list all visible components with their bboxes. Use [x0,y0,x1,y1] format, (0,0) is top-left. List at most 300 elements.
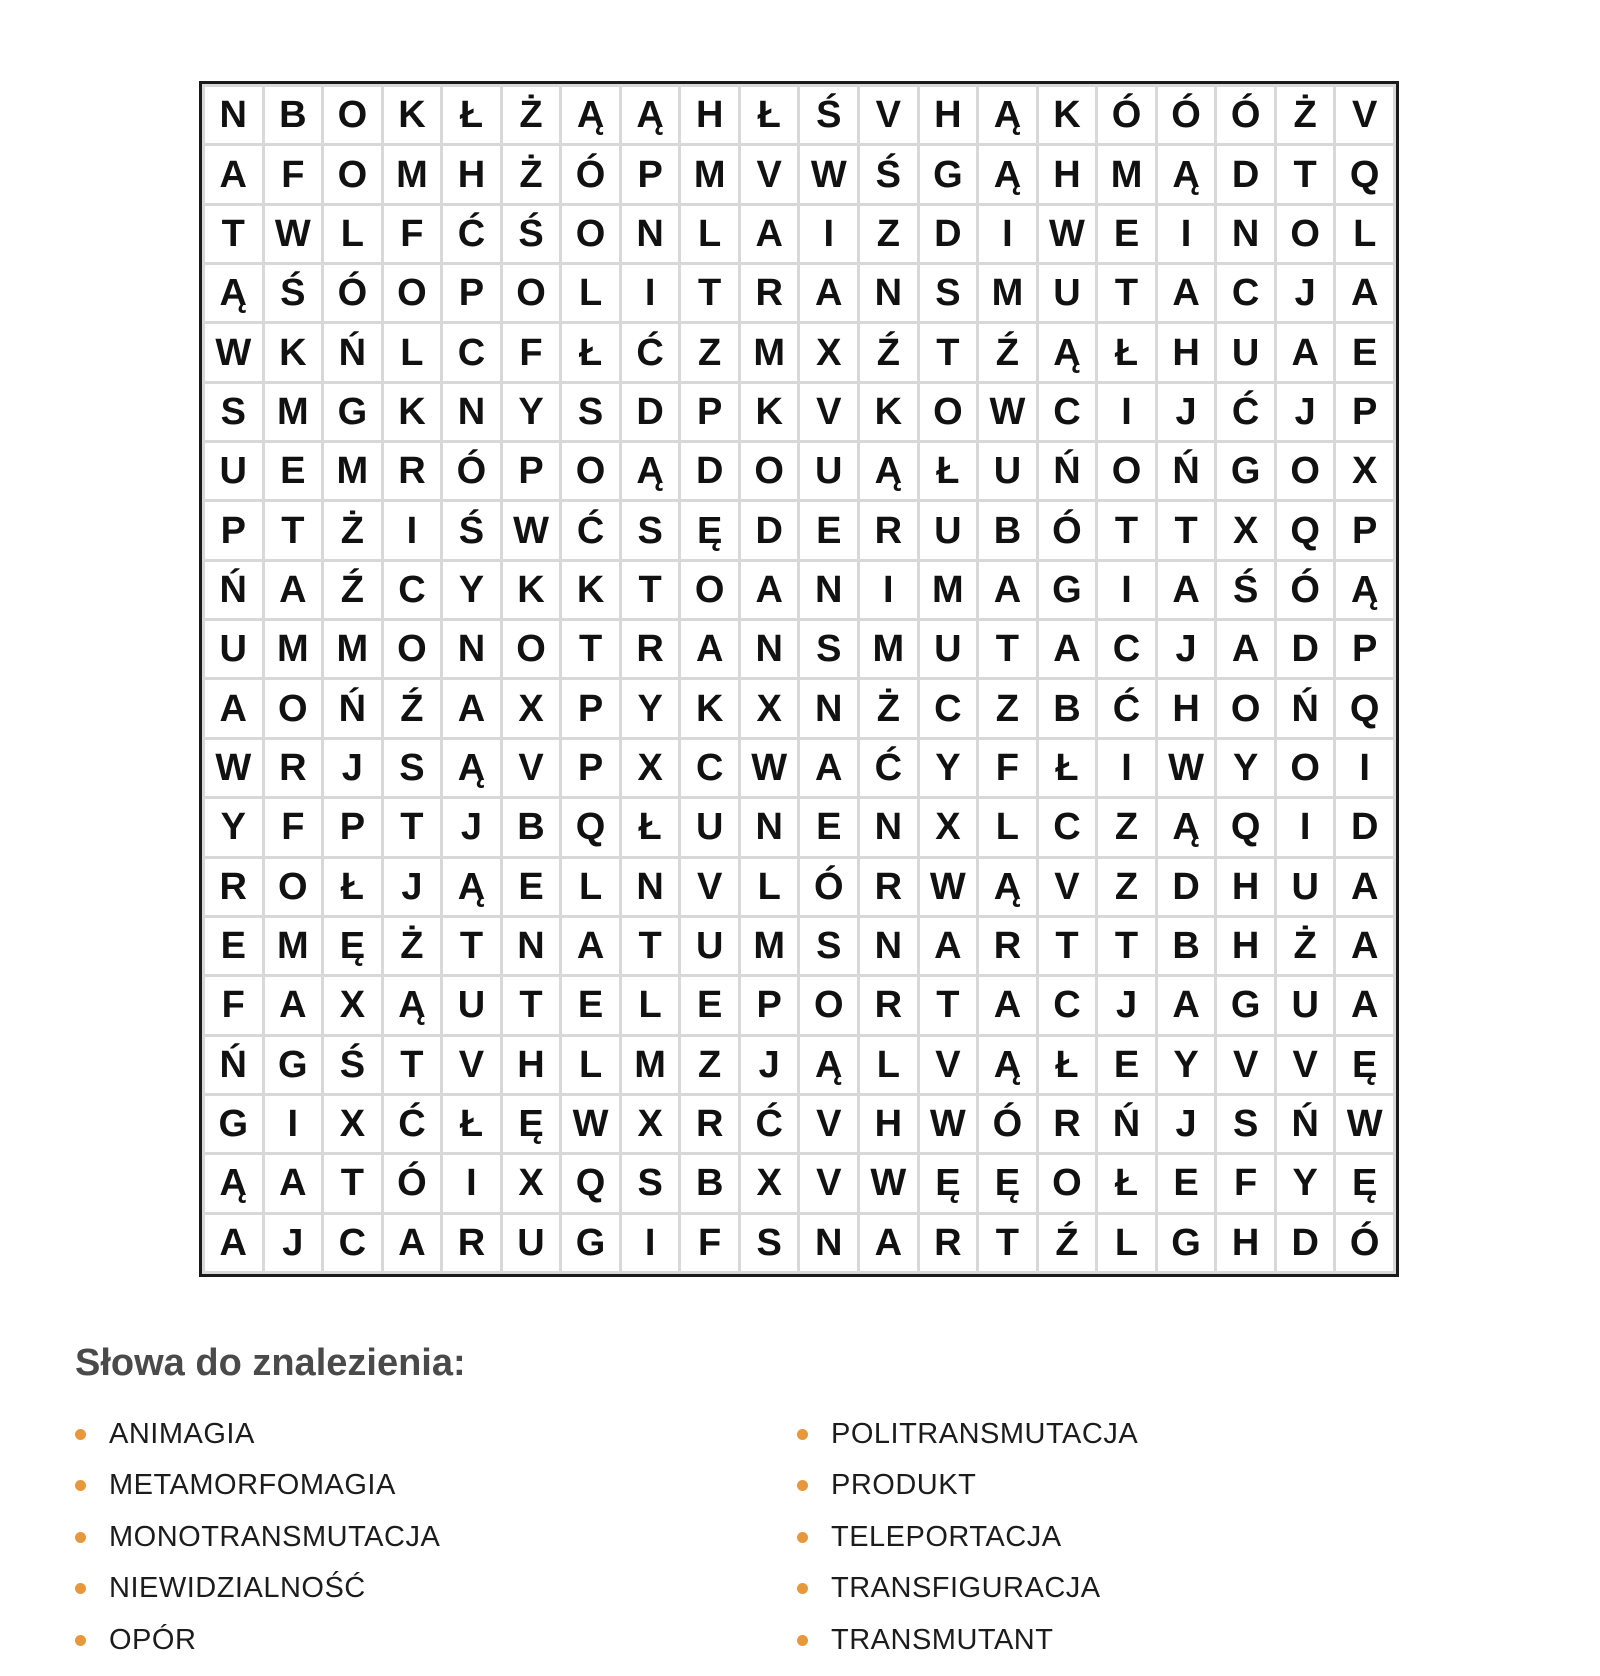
grid-cell[interactable]: F [503,324,560,380]
grid-cell[interactable]: W [920,859,977,915]
grid-cell[interactable]: J [1098,977,1155,1033]
grid-cell[interactable]: N [622,859,679,915]
grid-cell[interactable]: U [979,443,1036,499]
grid-cell[interactable]: Y [443,562,500,618]
grid-cell[interactable]: J [1158,384,1215,440]
grid-cell[interactable]: M [265,918,322,974]
grid-cell[interactable]: Ł [1039,740,1096,796]
grid-cell[interactable]: A [1336,918,1393,974]
grid-cell[interactable]: G [562,1215,619,1271]
grid-cell[interactable]: S [622,1155,679,1211]
grid-cell[interactable]: J [1277,384,1334,440]
grid-cell[interactable]: Ń [1158,443,1215,499]
grid-cell[interactable]: Ą [1158,799,1215,855]
grid-cell[interactable]: Y [503,384,560,440]
grid-cell[interactable]: B [681,1155,738,1211]
grid-cell[interactable]: Ą [384,977,441,1033]
grid-cell[interactable]: F [979,740,1036,796]
grid-cell[interactable]: L [324,206,381,262]
grid-cell[interactable]: E [265,443,322,499]
grid-cell[interactable]: J [1158,621,1215,677]
grid-cell[interactable]: H [1217,859,1274,915]
grid-cell[interactable]: V [920,1037,977,1093]
grid-cell[interactable]: R [860,502,917,558]
grid-cell[interactable]: Ź [384,680,441,736]
grid-cell[interactable]: I [265,1096,322,1152]
grid-cell[interactable]: Ą [205,265,262,321]
grid-cell[interactable]: T [979,1215,1036,1271]
grid-cell[interactable]: U [205,443,262,499]
grid-cell[interactable]: T [1039,918,1096,974]
grid-cell[interactable]: I [860,562,917,618]
grid-cell[interactable]: K [562,562,619,618]
grid-cell[interactable]: G [1217,443,1274,499]
grid-cell[interactable]: V [1217,1037,1274,1093]
grid-cell[interactable]: C [1098,621,1155,677]
grid-cell[interactable]: Ę [979,1155,1036,1211]
grid-cell[interactable]: K [503,562,560,618]
grid-cell[interactable]: D [622,384,679,440]
grid-cell[interactable]: V [800,1096,857,1152]
grid-cell[interactable]: Ń [1277,1096,1334,1152]
grid-cell[interactable]: U [1039,265,1096,321]
grid-cell[interactable]: G [265,1037,322,1093]
grid-cell[interactable]: O [503,621,560,677]
grid-cell[interactable]: M [622,1037,679,1093]
grid-cell[interactable]: I [443,1155,500,1211]
grid-cell[interactable]: O [562,443,619,499]
grid-cell[interactable]: N [1217,206,1274,262]
grid-cell[interactable]: Ś [800,87,857,143]
grid-cell[interactable]: Ś [324,1037,381,1093]
grid-cell[interactable]: F [265,799,322,855]
grid-cell[interactable]: Ż [324,502,381,558]
grid-cell[interactable]: F [205,977,262,1033]
grid-cell[interactable]: Ć [741,1096,798,1152]
grid-cell[interactable]: A [1336,265,1393,321]
grid-cell[interactable]: G [1158,1215,1215,1271]
grid-cell[interactable]: Ó [1039,502,1096,558]
grid-cell[interactable]: Ć [443,206,500,262]
grid-cell[interactable]: I [1098,384,1155,440]
grid-cell[interactable]: Ó [1336,1215,1393,1271]
grid-cell[interactable]: N [443,384,500,440]
grid-cell[interactable]: K [860,384,917,440]
grid-cell[interactable]: O [503,265,560,321]
grid-cell[interactable]: Ą [205,1155,262,1211]
grid-cell[interactable]: Ń [1039,443,1096,499]
grid-cell[interactable]: H [1039,146,1096,202]
grid-cell[interactable]: A [1158,977,1215,1033]
grid-cell[interactable]: A [920,918,977,974]
grid-cell[interactable]: Ą [979,87,1036,143]
grid-cell[interactable]: U [920,621,977,677]
grid-cell[interactable]: Ó [979,1096,1036,1152]
grid-cell[interactable]: V [1277,1037,1334,1093]
grid-cell[interactable]: C [1039,977,1096,1033]
grid-cell[interactable]: X [503,1155,560,1211]
grid-cell[interactable]: Ą [979,146,1036,202]
grid-cell[interactable]: K [384,87,441,143]
grid-cell[interactable]: Ł [741,87,798,143]
grid-cell[interactable]: I [1336,740,1393,796]
grid-cell[interactable]: T [384,799,441,855]
grid-cell[interactable]: K [384,384,441,440]
grid-cell[interactable]: O [1098,443,1155,499]
grid-cell[interactable]: Ś [860,146,917,202]
grid-cell[interactable]: J [324,740,381,796]
grid-cell[interactable]: Z [681,324,738,380]
grid-cell[interactable]: Ę [503,1096,560,1152]
grid-cell[interactable]: R [622,621,679,677]
grid-cell[interactable]: X [324,1096,381,1152]
grid-cell[interactable]: Ł [443,1096,500,1152]
grid-cell[interactable]: U [681,918,738,974]
grid-cell[interactable]: X [622,740,679,796]
grid-cell[interactable]: L [562,859,619,915]
grid-cell[interactable]: W [1336,1096,1393,1152]
grid-cell[interactable]: P [1336,502,1393,558]
grid-cell[interactable]: S [1217,1096,1274,1152]
grid-cell[interactable]: T [562,621,619,677]
grid-cell[interactable]: A [205,680,262,736]
grid-cell[interactable]: Ó [384,1155,441,1211]
grid-cell[interactable]: O [920,384,977,440]
grid-cell[interactable]: W [205,740,262,796]
grid-cell[interactable]: N [860,918,917,974]
grid-cell[interactable]: O [1277,443,1334,499]
grid-cell[interactable]: V [681,859,738,915]
grid-cell[interactable]: A [741,206,798,262]
grid-cell[interactable]: Ź [979,324,1036,380]
grid-cell[interactable]: L [1098,1215,1155,1271]
grid-cell[interactable]: Ż [384,918,441,974]
grid-cell[interactable]: O [324,87,381,143]
grid-cell[interactable]: U [1277,977,1334,1033]
grid-cell[interactable]: D [681,443,738,499]
grid-cell[interactable]: B [265,87,322,143]
grid-cell[interactable]: S [800,621,857,677]
grid-cell[interactable]: E [562,977,619,1033]
grid-cell[interactable]: Ć [562,502,619,558]
grid-cell[interactable]: Ę [1336,1037,1393,1093]
grid-cell[interactable]: S [741,1215,798,1271]
grid-cell[interactable]: A [800,740,857,796]
grid-cell[interactable]: L [562,1037,619,1093]
grid-cell[interactable]: A [1158,265,1215,321]
grid-cell[interactable]: M [860,621,917,677]
grid-cell[interactable]: Ł [562,324,619,380]
grid-cell[interactable]: Ż [1277,87,1334,143]
grid-cell[interactable]: W [1158,740,1215,796]
grid-cell[interactable]: Ł [443,87,500,143]
grid-cell[interactable]: Ń [324,324,381,380]
grid-cell[interactable]: H [1158,324,1215,380]
grid-cell[interactable]: G [1217,977,1274,1033]
grid-cell[interactable]: H [920,87,977,143]
grid-cell[interactable]: R [920,1215,977,1271]
grid-cell[interactable]: O [1277,740,1334,796]
grid-cell[interactable]: A [1158,562,1215,618]
grid-cell[interactable]: Ó [562,146,619,202]
grid-cell[interactable]: Z [860,206,917,262]
grid-cell[interactable]: Ż [503,146,560,202]
grid-cell[interactable]: P [562,740,619,796]
grid-cell[interactable]: N [800,680,857,736]
grid-cell[interactable]: W [1039,206,1096,262]
grid-cell[interactable]: A [860,1215,917,1271]
grid-cell[interactable]: C [324,1215,381,1271]
grid-cell[interactable]: S [920,265,977,321]
grid-cell[interactable]: P [205,502,262,558]
grid-cell[interactable]: D [1217,146,1274,202]
grid-cell[interactable]: Ó [1277,562,1334,618]
grid-cell[interactable]: B [503,799,560,855]
grid-cell[interactable]: U [1217,324,1274,380]
grid-cell[interactable]: S [205,384,262,440]
grid-cell[interactable]: Ą [1158,146,1215,202]
grid-cell[interactable]: Ń [205,562,262,618]
grid-cell[interactable]: Ą [443,859,500,915]
grid-cell[interactable]: Q [1336,680,1393,736]
grid-cell[interactable]: F [384,206,441,262]
grid-cell[interactable]: R [443,1215,500,1271]
grid-cell[interactable]: Ó [1158,87,1215,143]
grid-cell[interactable]: L [622,977,679,1033]
grid-cell[interactable]: J [1277,265,1334,321]
grid-cell[interactable]: Ł [1098,324,1155,380]
grid-cell[interactable]: O [384,265,441,321]
grid-cell[interactable]: Ą [1039,324,1096,380]
grid-cell[interactable]: U [503,1215,560,1271]
grid-cell[interactable]: N [443,621,500,677]
grid-cell[interactable]: G [205,1096,262,1152]
grid-cell[interactable]: R [681,1096,738,1152]
grid-cell[interactable]: T [324,1155,381,1211]
grid-cell[interactable]: G [1039,562,1096,618]
grid-cell[interactable]: Q [562,799,619,855]
grid-cell[interactable]: X [1336,443,1393,499]
grid-cell[interactable]: N [800,562,857,618]
grid-cell[interactable]: Ó [1098,87,1155,143]
grid-cell[interactable]: Ś [1217,562,1274,618]
grid-cell[interactable]: U [1277,859,1334,915]
grid-cell[interactable]: Y [1277,1155,1334,1211]
grid-cell[interactable]: W [860,1155,917,1211]
grid-cell[interactable]: H [443,146,500,202]
grid-cell[interactable]: W [800,146,857,202]
grid-cell[interactable]: P [741,977,798,1033]
grid-cell[interactable]: Ę [681,502,738,558]
grid-cell[interactable]: C [920,680,977,736]
grid-cell[interactable]: Ś [503,206,560,262]
grid-cell[interactable]: H [860,1096,917,1152]
grid-cell[interactable]: Ą [800,1037,857,1093]
grid-cell[interactable]: O [384,621,441,677]
grid-cell[interactable]: O [265,680,322,736]
grid-cell[interactable]: Z [681,1037,738,1093]
grid-cell[interactable]: C [443,324,500,380]
grid-cell[interactable]: O [741,443,798,499]
grid-cell[interactable]: A [1039,621,1096,677]
grid-cell[interactable]: P [681,384,738,440]
grid-cell[interactable]: T [979,621,1036,677]
grid-cell[interactable]: N [741,799,798,855]
grid-cell[interactable]: I [384,502,441,558]
grid-cell[interactable]: P [503,443,560,499]
grid-cell[interactable]: L [860,1037,917,1093]
grid-cell[interactable]: F [265,146,322,202]
grid-cell[interactable]: Ć [622,324,679,380]
grid-cell[interactable]: T [1158,502,1215,558]
grid-cell[interactable]: T [443,918,500,974]
grid-cell[interactable]: O [324,146,381,202]
grid-cell[interactable]: D [920,206,977,262]
grid-cell[interactable]: C [1039,799,1096,855]
grid-cell[interactable]: Ż [860,680,917,736]
grid-cell[interactable]: Ą [979,859,1036,915]
grid-cell[interactable]: H [1158,680,1215,736]
grid-cell[interactable]: Ó [443,443,500,499]
grid-cell[interactable]: V [800,384,857,440]
grid-cell[interactable]: M [741,918,798,974]
grid-cell[interactable]: Ą [1336,562,1393,618]
grid-cell[interactable]: A [384,1215,441,1271]
grid-cell[interactable]: C [384,562,441,618]
grid-cell[interactable]: Ć [384,1096,441,1152]
grid-cell[interactable]: K [265,324,322,380]
grid-cell[interactable]: D [1277,1215,1334,1271]
grid-cell[interactable]: R [384,443,441,499]
grid-cell[interactable]: L [979,799,1036,855]
grid-cell[interactable]: Y [622,680,679,736]
grid-cell[interactable]: Ź [860,324,917,380]
grid-cell[interactable]: N [205,87,262,143]
grid-cell[interactable]: N [741,621,798,677]
grid-cell[interactable]: A [205,146,262,202]
grid-cell[interactable]: J [1158,1096,1215,1152]
grid-cell[interactable]: Ń [1098,1096,1155,1152]
grid-cell[interactable]: M [741,324,798,380]
grid-cell[interactable]: E [205,918,262,974]
grid-cell[interactable]: Ł [920,443,977,499]
grid-cell[interactable]: I [622,1215,679,1271]
grid-cell[interactable]: A [979,562,1036,618]
grid-cell[interactable]: Ż [1277,918,1334,974]
grid-cell[interactable]: E [1098,1037,1155,1093]
grid-cell[interactable]: X [920,799,977,855]
grid-cell[interactable]: Ó [324,265,381,321]
grid-cell[interactable]: Q [1217,799,1274,855]
grid-cell[interactable]: P [622,146,679,202]
grid-cell[interactable]: Ć [1217,384,1274,440]
grid-cell[interactable]: R [1039,1096,1096,1152]
grid-cell[interactable]: H [503,1037,560,1093]
grid-cell[interactable]: S [384,740,441,796]
grid-cell[interactable]: O [1039,1155,1096,1211]
grid-cell[interactable]: R [860,977,917,1033]
grid-cell[interactable]: V [800,1155,857,1211]
grid-cell[interactable]: X [741,1155,798,1211]
grid-cell[interactable]: E [1098,206,1155,262]
grid-cell[interactable]: T [920,324,977,380]
grid-cell[interactable]: A [681,621,738,677]
grid-cell[interactable]: P [562,680,619,736]
grid-cell[interactable]: N [503,918,560,974]
grid-cell[interactable]: Ą [562,87,619,143]
grid-cell[interactable]: L [384,324,441,380]
grid-cell[interactable]: Ę [1336,1155,1393,1211]
grid-cell[interactable]: A [1217,621,1274,677]
grid-cell[interactable]: I [622,265,679,321]
grid-cell[interactable]: Q [562,1155,619,1211]
grid-cell[interactable]: G [324,384,381,440]
grid-cell[interactable]: O [265,859,322,915]
grid-cell[interactable]: I [1277,799,1334,855]
grid-cell[interactable]: Ń [205,1037,262,1093]
grid-cell[interactable]: E [1336,324,1393,380]
grid-cell[interactable]: Ć [1098,680,1155,736]
grid-cell[interactable]: A [979,977,1036,1033]
grid-cell[interactable]: T [622,918,679,974]
grid-cell[interactable]: Ł [622,799,679,855]
grid-cell[interactable]: T [920,977,977,1033]
grid-cell[interactable]: I [800,206,857,262]
grid-cell[interactable]: A [205,1215,262,1271]
grid-cell[interactable]: V [443,1037,500,1093]
grid-cell[interactable]: R [741,265,798,321]
grid-cell[interactable]: M [979,265,1036,321]
grid-cell[interactable]: P [443,265,500,321]
grid-cell[interactable]: Z [1098,859,1155,915]
grid-cell[interactable]: Ą [622,443,679,499]
grid-cell[interactable]: P [324,799,381,855]
grid-cell[interactable]: Q [1336,146,1393,202]
grid-cell[interactable]: U [800,443,857,499]
grid-cell[interactable]: Ć [860,740,917,796]
grid-cell[interactable]: X [741,680,798,736]
grid-cell[interactable]: V [1336,87,1393,143]
grid-cell[interactable]: N [622,206,679,262]
grid-cell[interactable]: T [384,1037,441,1093]
grid-cell[interactable]: Y [920,740,977,796]
grid-cell[interactable]: V [860,87,917,143]
grid-cell[interactable]: U [443,977,500,1033]
grid-cell[interactable]: Ł [1098,1155,1155,1211]
grid-cell[interactable]: V [1039,859,1096,915]
grid-cell[interactable]: Ś [265,265,322,321]
grid-cell[interactable]: L [562,265,619,321]
grid-cell[interactable]: J [443,799,500,855]
grid-cell[interactable]: A [562,918,619,974]
grid-cell[interactable]: Ż [503,87,560,143]
grid-cell[interactable]: A [265,1155,322,1211]
grid-cell[interactable]: T [265,502,322,558]
grid-cell[interactable]: M [324,443,381,499]
grid-cell[interactable]: Ń [324,680,381,736]
grid-cell[interactable]: T [1098,502,1155,558]
grid-cell[interactable]: A [265,562,322,618]
grid-cell[interactable]: R [860,859,917,915]
grid-cell[interactable]: W [979,384,1036,440]
grid-cell[interactable]: U [205,621,262,677]
grid-cell[interactable]: M [265,621,322,677]
grid-cell[interactable]: A [741,562,798,618]
grid-cell[interactable]: T [503,977,560,1033]
grid-cell[interactable]: Ó [1217,87,1274,143]
grid-cell[interactable]: Ę [920,1155,977,1211]
grid-cell[interactable]: Z [1098,799,1155,855]
